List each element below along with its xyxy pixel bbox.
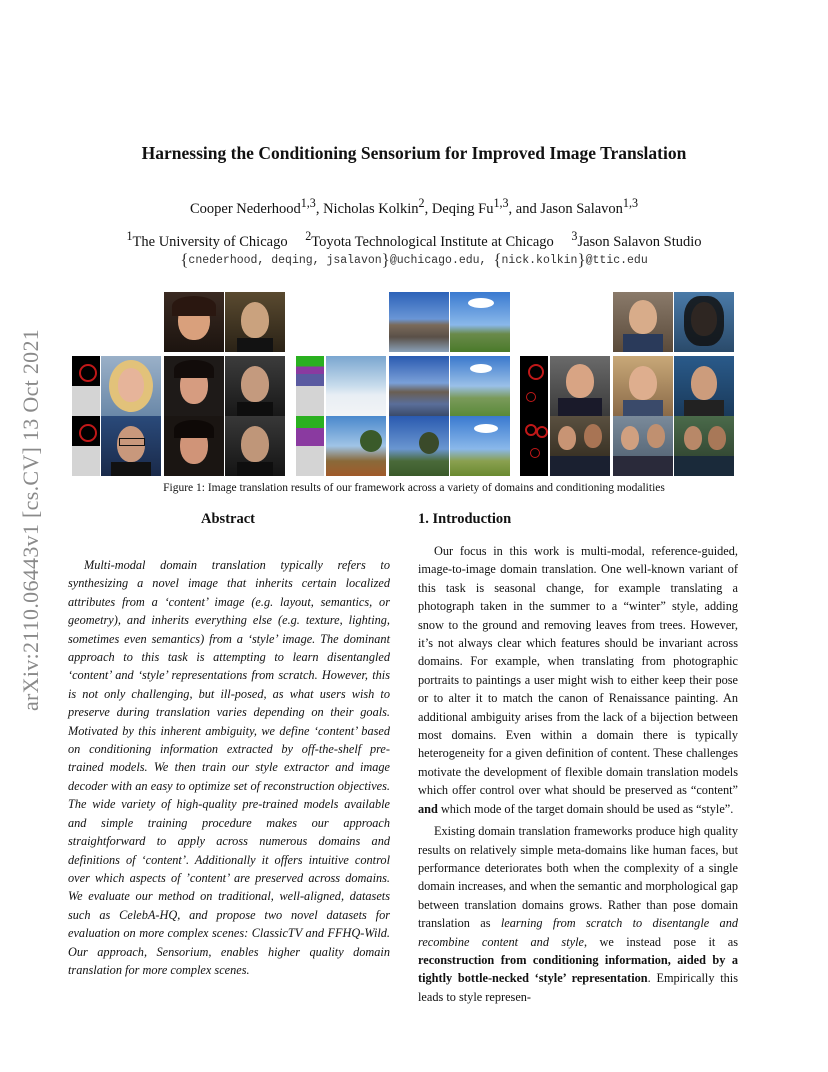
email-domain: @uchicago.edu, xyxy=(389,254,494,267)
author-name: and Jason Salavon xyxy=(515,200,623,217)
landscape-photo xyxy=(450,356,510,416)
segmentation-map xyxy=(296,446,324,476)
author-name: Deqing Fu xyxy=(431,200,494,217)
face-photo xyxy=(101,356,161,416)
face-landmark-map xyxy=(72,356,100,386)
affiliation-name: Toyota Technological Institute at Chicago xyxy=(311,233,554,250)
face-photo xyxy=(225,292,285,352)
face-photo xyxy=(613,292,673,352)
face-photo xyxy=(164,416,224,476)
introduction-body xyxy=(418,542,738,1010)
introduction-paragraph: Existing domain translation frameworks produce high quality results on relatively simple meta-domains like human faces, but performance deteriorates both when the complexity of a single domain increases, and when the semantic and morphological gap between translation domains grows. Rather than pose domain translation as learning from scratch to disentangle and recombine content and style, we instead pose it as reconstruction from conditioning information, aided by a tightly bottle-necked ‘style’ representation. Empirically this leads to style represen- xyxy=(418,824,738,1004)
affiliation-name: The University of Chicago xyxy=(132,233,288,250)
affiliation-mark: 2 xyxy=(305,229,312,243)
figure-caption: Figure 1: Image translation results of our framework across a variety of domains and conditioning modalities xyxy=(163,482,665,494)
email-group: cnederhood, deqing, jsalavon xyxy=(188,254,382,267)
email-group: nick.kolkin xyxy=(501,254,578,267)
face-photo xyxy=(164,356,224,416)
landscape-photo xyxy=(326,416,386,476)
face-photo xyxy=(674,416,734,476)
author-affiliation-mark: 1,3 xyxy=(300,196,316,210)
arxiv-identifier: arXiv:2110.06443v1 [cs.CV] 13 Oct 2021 xyxy=(18,328,43,712)
paper-title: Harnessing the Conditioning Sensorium for Improved Image Translation xyxy=(141,143,687,163)
author-affiliation-mark: 1,3 xyxy=(493,196,509,210)
landscape-photo xyxy=(450,416,510,476)
affiliation-name: Jason Salavon Studio xyxy=(577,233,702,250)
author-name: Cooper Nederhood xyxy=(189,200,301,217)
abstract-body: Multi-modal domain translation typically refers to synthesizing a novel image that inherits certain localized attributes from a ‘content’ image (e.g. layout, semantics, or geometry), and inherits everything else (e.g. texture, lighting, sometimes even semantics) from a ‘style’ image. The dominant approach to this task is attempting to learn disentangled ‘content’ and ‘style’ representations from scratch. However, this is not only challenging, but ill-posed, as what users wish to preserve during translation varies depending on their goals. Motivated by this inherent ambiguity, we define ‘content’ based on conditioning information extracted by off-the-shelf pre-trained models. We then train our style extractor and image decoder with an easy to optimize set of reconstruction objectives. The wide variety of high-quality pre-trained models available and simple training procedure makes our approach straightforward to apply across numerous domains and definitions of ‘content’. Additionally it offers intuitive control over which aspects of ’content’ are preserved across domains. We evaluate our method on traditional, well-aligned, datasets such as CelebA-HQ, and propose two novel datasets for evaluation on more complex scenes: ClassicTV and FFHQ-Wild. Our approach, Sensorium, enables higher quality domain translation for more complex scenes. xyxy=(68,558,390,977)
face-photo xyxy=(550,416,610,476)
landscape-photo xyxy=(326,356,386,416)
face-photo xyxy=(613,416,673,476)
author-affiliation-mark: 1,3 xyxy=(622,196,639,210)
face-landmark-map xyxy=(72,416,100,446)
face-landmark-map xyxy=(520,416,548,476)
email-domain: @ttic.edu xyxy=(585,254,648,267)
face-photo xyxy=(101,416,161,476)
author-name: Nicholas Kolkin xyxy=(323,200,419,217)
introduction-paragraph: Our focus in this work is multi-modal, reference-guided, image-to-image domain translation. One well-known variant of this task is seasonal change, for example translating a photograph taken in the summer to a “winter” style, adding snow to the ground and removing leaves from trees. However, it’s not always clear which features should be invariant across domains. For example, when translating from photographic portraits to paintings a user might wish to either keep their pose or to alter it to match the canon of Renaissance painting. An additional ambiguity arises from the lack of a bijection between most domains. Even within a domain there is typically heterogeneity for a given definition of content. These challenges motivate the development of flexible domain translation models which offer control over what should be preserved as “content” and which mode of the target domain should be used as “style”. xyxy=(418,544,738,816)
face-landmark-map xyxy=(72,446,100,476)
segmentation-map xyxy=(296,416,324,446)
face-photo xyxy=(164,292,224,352)
face-photo xyxy=(550,356,610,416)
landscape-photo xyxy=(450,292,510,352)
author-affiliation-mark: 2 xyxy=(418,196,425,210)
face-photo xyxy=(225,416,285,476)
author-list: Cooper Nederhood$^{1,3}$, Nicholas Kolkin$^2$, Deqing Fu$^{1,3}$, and Jason Salavon$^{1,3}$ xyxy=(189,196,639,217)
landscape-photo xyxy=(389,416,449,476)
face-landmark-map xyxy=(520,356,548,416)
landscape-photo xyxy=(389,292,449,352)
figure-1 xyxy=(0,0,828,480)
introduction-heading: 1. Introduction xyxy=(418,511,512,527)
face-photo xyxy=(674,356,734,416)
affiliation-mark: 1 xyxy=(126,229,133,243)
affiliation-mark: 3 xyxy=(571,229,578,243)
abstract-heading: Abstract xyxy=(201,511,255,527)
face-photo xyxy=(225,356,285,416)
author-emails: {cnederhood, deqing, jsalavon}@uchicago.edu, {nick.kolkin}@ttic.edu xyxy=(180,250,648,269)
face-photo xyxy=(613,356,673,416)
landscape-photo xyxy=(389,356,449,416)
face-landmark-map xyxy=(72,386,100,416)
segmentation-map xyxy=(296,386,324,416)
face-photo xyxy=(674,292,734,352)
segmentation-map xyxy=(296,356,324,386)
